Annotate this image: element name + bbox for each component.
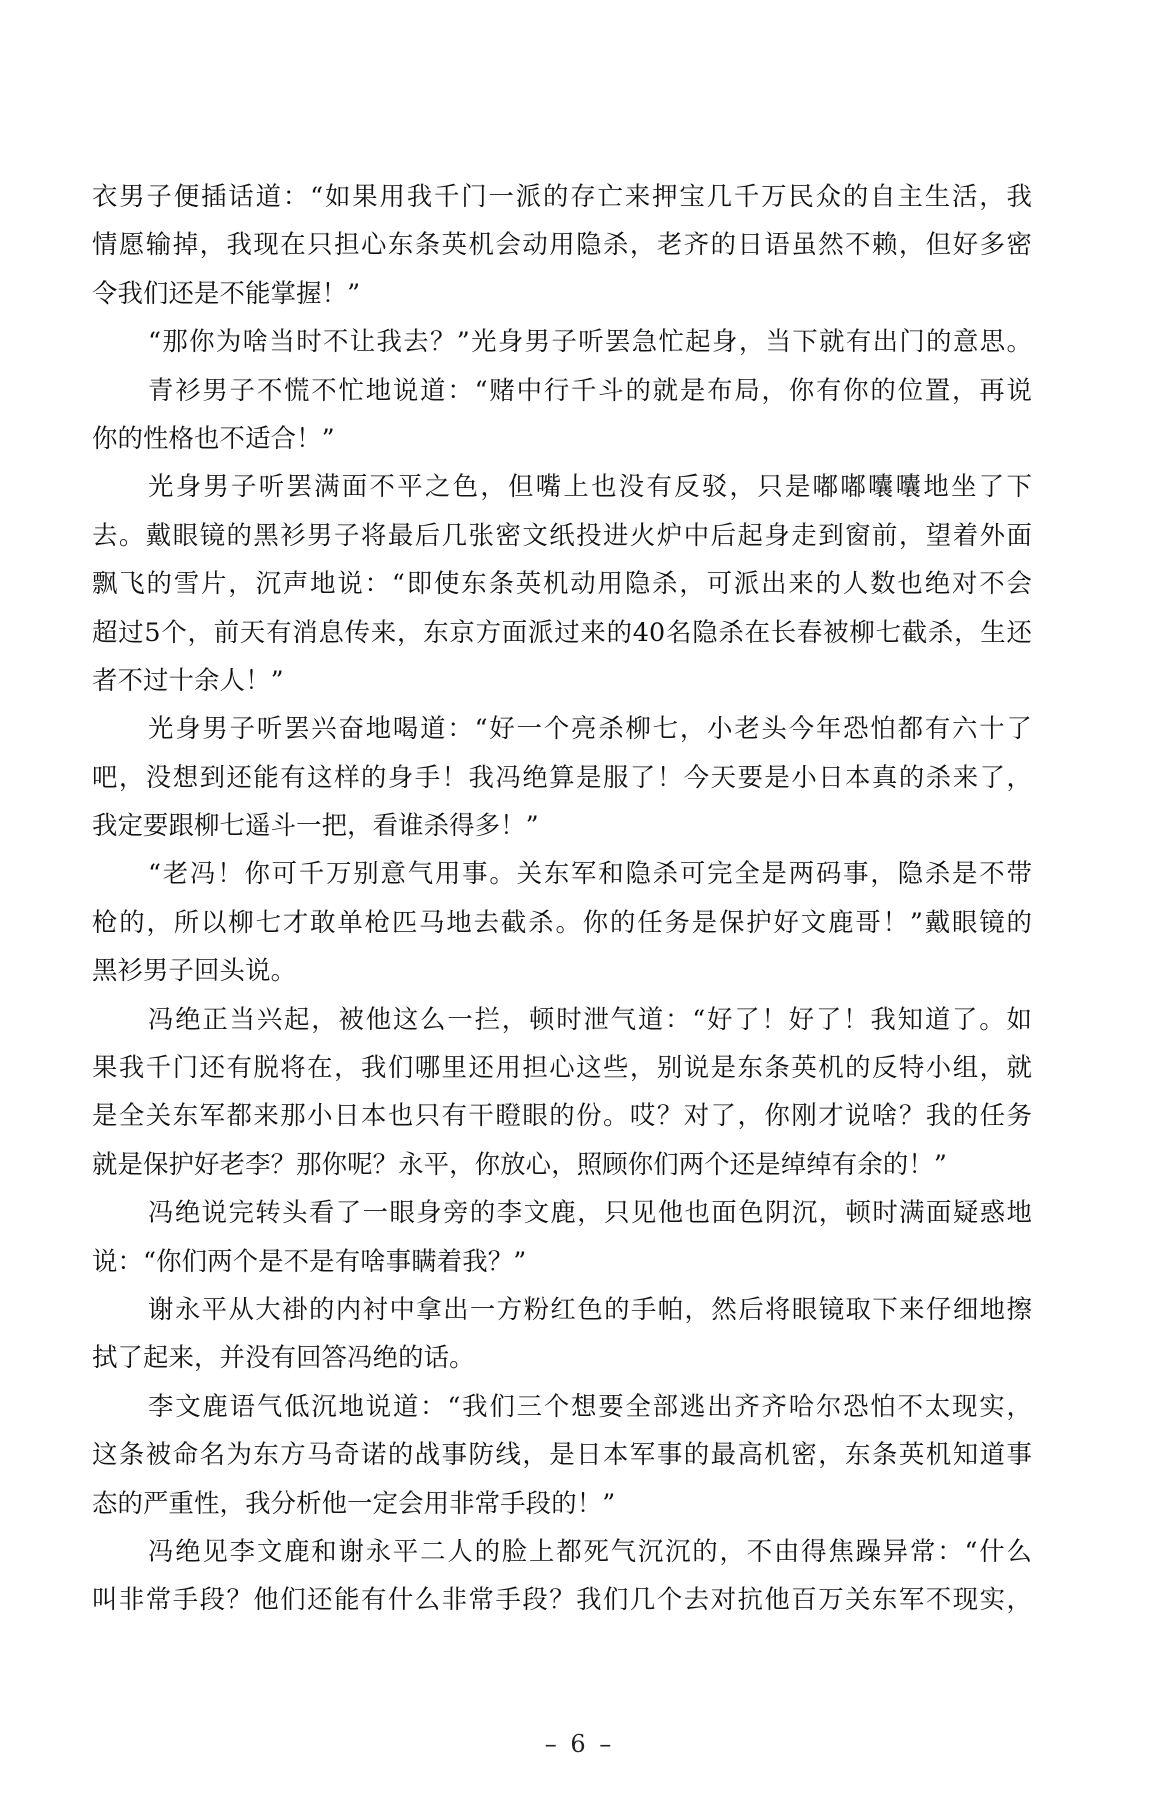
text-line: 黑衫男子回头说。 [92,955,297,986]
text-line: 拭了起来，并没有回答冯绝的话。 [92,1342,475,1373]
text-line: 情愿输掉，我现在只担心东条英机会动用隐杀，老齐的日语虽然不赖，但好多密 [92,229,1032,260]
text-line: 飘飞的雪片，沉声地说：“即使东条英机动用隐杀，可派出来的人数也绝对不会 [92,568,1032,599]
text-line: 衣男子便插话道：“如果用我千门一派的存亡来押宝几千万民众的自主生活，我 [92,181,1032,211]
text-line: 你的性格也不适合！” [92,422,335,453]
text-line: 去。戴眼镜的黑衫男子将最后几张密文纸投进火炉中后起身走到窗前，望着外面 [92,519,1032,550]
text-line: 这条被命名为东方马奇诺的战事防线，是日本军事的最高机密，东条英机知道事 [92,1439,1032,1470]
text-line: 光身男子听罢兴奋地喝道：“好一个亮杀柳七，小老头今年恐怕都有六十了 [148,713,1032,744]
page-number: – 6 – [544,1730,615,1758]
text-line: 叫非常手段？他们还能有什么非常手段？我们几个去对抗他百万关东军不现实， [92,1584,1032,1615]
text-line: 就是保护好老李？那你呢？永平，你放心，照顾你们两个还是绰绰有余的！” [92,1148,947,1179]
text-line: 冯绝见李文鹿和谢永平二人的脸上都死气沉沉的，不由得焦躁异常：“什么 [148,1535,1032,1566]
text-line: 光身男子听罢满面不平之色，但嘴上也没有反驳，只是嘟嘟囔囔地坐了下 [148,471,1032,502]
text-line: 说：“你们两个是不是有啥事瞒着我？” [92,1245,527,1276]
text-line: “那你为啥当时不让我去？”光身男子听罢急忙起身，当下就有出门的意思。 [148,326,1032,357]
text-line: 冯绝正当兴起，被他这么一拦，顿时泄气道：“好了！好了！我知道了。如 [148,1003,1032,1034]
text-line: 果我千门还有脱将在，我们哪里还用担心这些，别说是东条英机的反特小组，就 [92,1052,1032,1083]
text-line: 李文鹿语气低沉地说道：“我们三个想要全部逃出齐齐哈尔恐怕不太现实， [148,1390,1032,1421]
text-line: 青衫男子不慌不忙地说道：“赌中行千斗的就是布局，你有你的位置，再说 [148,374,1032,405]
text-line: 者不过十余人！” [92,664,284,695]
text-line: “老冯！你可千万别意气用事。关东军和隐杀可完全是两码事，隐杀是不带 [148,858,1032,889]
text-line: 我定要跟柳七遥斗一把，看谁杀得多！” [92,810,539,841]
text-line: 是全关东军都来那小日本也只有干瞪眼的份。哎？对了，你刚才说啥？我的任务 [92,1100,1032,1131]
text-line: 超过5个，前天有消息传来，东京方面派过来的40名隐杀在长春被柳七截杀，生还 [92,616,1032,647]
text-line: 吧，没想到还能有这样的身手！我冯绝算是服了！今天要是小日本真的杀来了， [92,761,1032,792]
text-line: 冯绝说完转头看了一眼身旁的李文鹿，只见他也面色阴沉，顿时满面疑惑地 [148,1197,1032,1228]
text-line: 令我们还是不能掌握！” [92,277,361,308]
text-line: 枪的，所以柳七才敢单枪匹马地去截杀。你的任务是保护好文鹿哥！”戴眼镜的 [92,906,1032,937]
body-text [92,172,1032,1624]
text-line: 态的严重性，我分析他一定会用非常手段的！” [92,1487,616,1518]
text-line: 谢永平从大褂的内衬中拿出一方粉红色的手帕，然后将眼镜取下来仔细地擦 [148,1293,1032,1324]
